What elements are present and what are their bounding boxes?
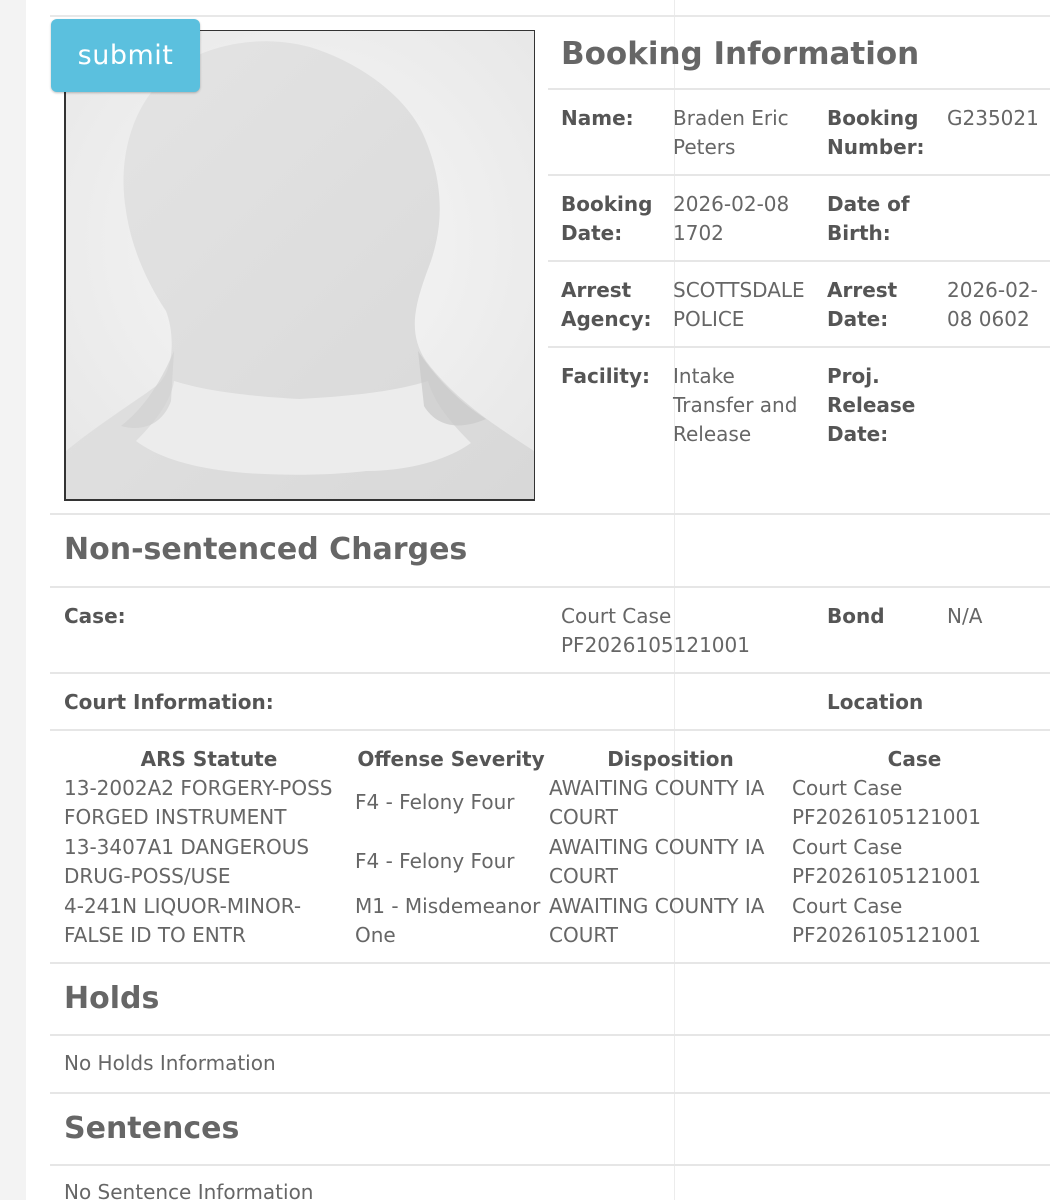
disposition-cell: AWAITING COUNTY IA COURT <box>549 776 765 829</box>
sentences-message: No Sentence Information <box>64 1180 314 1200</box>
divider <box>50 513 1050 515</box>
column-header-case: Case <box>887 747 942 771</box>
dob-label: Date of Birth: <box>827 192 910 245</box>
name-label: Name: <box>561 106 634 130</box>
column-header-disposition: Disposition <box>607 747 734 771</box>
name-value: Braden Eric Peters <box>673 106 789 159</box>
bond-label: Bond <box>827 604 885 628</box>
sentences-title: Sentences <box>64 1111 240 1146</box>
case-cell: Court Case PF2026105121001 <box>792 894 981 947</box>
column-guide-line <box>674 0 675 1200</box>
facility-label: Facility: <box>561 364 651 388</box>
case-value: Court Case PF2026105121001 <box>561 604 750 657</box>
divider <box>548 346 1050 348</box>
arrest-agency-label: Arrest Agency: <box>561 278 652 331</box>
divider <box>548 260 1050 262</box>
divider <box>548 88 1050 90</box>
severity-cell: F4 - Felony Four <box>355 849 515 873</box>
divider <box>50 729 1050 731</box>
statute-cell: 4-241N LIQUOR-MINOR-FALSE ID TO ENTR <box>64 894 302 947</box>
location-label: Location <box>827 690 924 714</box>
inmate-record-page <box>26 0 1050 1200</box>
divider <box>50 586 1050 588</box>
holds-title: Holds <box>64 981 160 1016</box>
severity-cell: M1 - Misdemeanor One <box>355 894 541 947</box>
divider <box>50 1164 1050 1166</box>
case-cell: Court Case PF2026105121001 <box>792 776 981 829</box>
person-silhouette-icon <box>66 31 534 499</box>
severity-cell: F4 - Felony Four <box>355 790 515 814</box>
disposition-cell: AWAITING COUNTY IA COURT <box>549 835 765 888</box>
divider <box>50 962 1050 964</box>
booking-info-title: Booking Information <box>561 36 920 72</box>
case-cell: Court Case PF2026105121001 <box>792 835 981 888</box>
divider <box>50 1034 1050 1036</box>
arrest-date-value: 2026-02-08 0602 <box>947 278 1038 331</box>
charges-title: Non-sentenced Charges <box>64 532 468 567</box>
statute-cell: 13-3407A1 DANGEROUS DRUG-POSS/USE <box>64 835 310 888</box>
holds-message: No Holds Information <box>64 1051 276 1075</box>
release-date-label: Proj. Release Date: <box>827 364 916 446</box>
facility-value: Intake Transfer and Release <box>673 364 798 446</box>
booking-date-label: Booking Date: <box>561 192 653 245</box>
divider <box>50 672 1050 674</box>
booking-date-value: 2026-02-08 1702 <box>673 192 790 245</box>
inmate-photo <box>64 30 535 501</box>
column-header-statute: ARS Statute <box>140 747 278 771</box>
disposition-cell: AWAITING COUNTY IA COURT <box>549 894 765 947</box>
divider <box>50 1092 1050 1094</box>
arrest-date-label: Arrest Date: <box>827 278 898 331</box>
column-header-severity: Offense Severity <box>357 747 545 771</box>
statute-cell: 13-2002A2 FORGERY-POSS FORGED INSTRUMENT <box>64 776 333 829</box>
divider <box>548 174 1050 176</box>
submit-button[interactable]: submit <box>51 19 200 92</box>
booking-number-value: G235021 <box>947 106 1039 130</box>
court-info-label: Court Information: <box>64 690 274 714</box>
bond-value: N/A <box>947 604 983 628</box>
arrest-agency-value: SCOTTSDALE POLICE <box>673 278 805 331</box>
booking-number-label: Booking Number: <box>827 106 925 159</box>
case-label: Case: <box>64 604 126 628</box>
top-divider <box>50 15 1050 17</box>
